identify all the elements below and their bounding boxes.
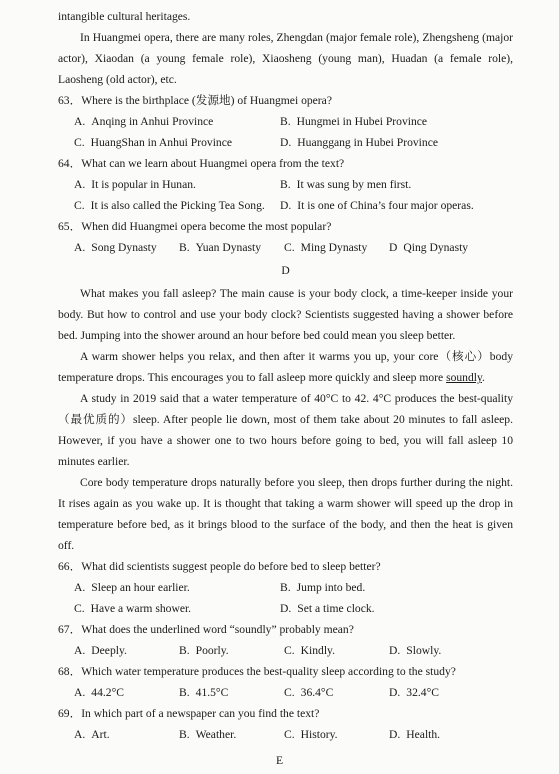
answer-option[interactable] — [389, 724, 479, 745]
answer-option[interactable] — [74, 195, 280, 216]
answer-option[interactable] — [74, 174, 280, 195]
option-letter: A. — [74, 686, 86, 699]
answer-option[interactable] — [74, 237, 179, 258]
answer-option[interactable] — [389, 237, 479, 258]
answer-option[interactable] — [389, 640, 479, 661]
option-text: It is also called the Picking Tea Song. — [90, 199, 265, 212]
question-stem: 68．Which water temperature produces the best-quality sleep according to the study? — [58, 665, 456, 678]
answer-option[interactable] — [280, 195, 486, 216]
p2-text-a: A warm shower helps you relax, and then after it warms you up, your core（核心）body temperature drops. This encourages you to fall asleep more quickly and sleep more — [58, 350, 513, 384]
answer-option[interactable] — [280, 174, 486, 195]
answer-option[interactable] — [284, 640, 389, 661]
option-text: Huanggang in Hubei Province — [297, 136, 438, 149]
option-letter: D. — [389, 686, 401, 699]
option-text: Art. — [91, 728, 110, 741]
option-text: Kindly. — [300, 644, 335, 657]
option-letter: A. — [74, 728, 86, 741]
option-text: Sleep an hour earlier. — [91, 581, 190, 594]
option-text: Set a time clock. — [297, 602, 375, 615]
answer-option[interactable] — [179, 724, 284, 745]
footer-section-letter: E — [275, 754, 284, 767]
question-stem: 65．When did Huangmei opera become the most popular? — [58, 220, 332, 233]
option-list — [74, 237, 513, 258]
passage-d-paragraph-2 — [58, 346, 513, 388]
option-letter: D. — [280, 602, 292, 615]
option-letter: D. — [389, 644, 401, 657]
option-letter: B. — [179, 241, 190, 254]
option-letter: C. — [284, 241, 295, 254]
p2-text-b: . — [482, 371, 485, 384]
option-letter: B. — [179, 644, 190, 657]
question-stem: 64．What can we learn about Huangmei opera from the text? — [58, 157, 345, 170]
option-list — [74, 174, 513, 216]
option-text: Anqing in Anhui Province — [91, 115, 214, 128]
passage-d-paragraph-4: Core body temperature drops naturally before you sleep, then drops further during the night. It rises again as you wake up. It is thought that taking a warm shower will speed up the drop in temperature before bed, as it brings blood to the surface of the body, and then the heat is given off. — [58, 476, 513, 552]
question-stem: 66．What did scientists suggest people do before bed to sleep better? — [58, 560, 381, 573]
answer-option[interactable] — [280, 598, 486, 619]
option-letter: A. — [74, 581, 86, 594]
option-letter: C. — [284, 644, 295, 657]
option-list — [74, 682, 513, 703]
option-text: Yuan Dynasty — [195, 241, 262, 254]
answer-option[interactable] — [284, 682, 389, 703]
passage-d-paragraph-3: A study in 2019 said that a water temperature of 40°C to 42. 4°C produces the best-quality（最优质的）sleep. After people lie down, most of them take about 20 minutes to fall asleep. However, if you have a shower one to two hours before going to bed, you will fall asleep 10 minutes earlier. — [58, 392, 513, 468]
answer-option[interactable] — [280, 132, 486, 153]
answer-option[interactable] — [74, 132, 280, 153]
answer-option[interactable] — [74, 640, 179, 661]
intro-tail: intangible cultural heritages. — [58, 10, 191, 23]
option-text: Deeply. — [91, 644, 127, 657]
option-text: It is one of China’s four major operas. — [297, 199, 474, 212]
answer-option[interactable] — [179, 640, 284, 661]
option-text: Health. — [406, 728, 441, 741]
question-stem: 69．In which part of a newspaper can you find the text? — [58, 707, 320, 720]
option-letter: A. — [74, 241, 86, 254]
option-text: Jump into bed. — [296, 581, 366, 594]
option-text: Song Dynasty — [91, 241, 157, 254]
answer-option[interactable] — [74, 598, 280, 619]
option-letter: D. — [389, 728, 401, 741]
answer-option[interactable] — [280, 111, 486, 132]
option-text: 44.2°C — [91, 686, 124, 699]
option-text: 32.4°C — [406, 686, 439, 699]
answer-option[interactable] — [389, 682, 479, 703]
option-letter: A. — [74, 115, 86, 128]
option-text: Hungmei in Hubei Province — [296, 115, 428, 128]
option-text: It is popular in Hunan. — [91, 178, 196, 191]
option-text: 41.5°C — [195, 686, 229, 699]
option-letter: D. — [280, 199, 292, 212]
option-letter: D — [389, 241, 398, 254]
question-stem: 67．What does the underlined word “soundly” probably mean? — [58, 623, 354, 636]
answer-option[interactable] — [179, 682, 284, 703]
option-letter: D. — [280, 136, 292, 149]
option-list — [74, 111, 513, 153]
option-list — [74, 724, 513, 745]
option-letter: A. — [74, 644, 86, 657]
answer-option[interactable] — [284, 724, 389, 745]
option-text: Ming Dynasty — [300, 241, 368, 254]
option-letter: B. — [280, 178, 291, 191]
option-text: HuangShan in Anhui Province — [90, 136, 233, 149]
option-letter: C. — [284, 686, 295, 699]
roles-paragraph: In Huangmei opera, there are many roles, Zhengdan (major female role), Zhengsheng (major actor), Xiaodan (a young female role), Xiaosheng (young man), Huadan (a female role), Laosheng (old actor), etc. — [58, 31, 513, 86]
answer-option[interactable] — [179, 237, 284, 258]
answer-option[interactable] — [284, 237, 389, 258]
questions-c — [58, 90, 513, 258]
option-letter: A. — [74, 178, 86, 191]
option-text: Slowly. — [406, 644, 442, 657]
option-text: Weather. — [195, 728, 237, 741]
option-text: 36.4°C — [300, 686, 334, 699]
option-list — [74, 577, 513, 619]
underlined-word: soundly — [446, 371, 483, 384]
answer-option[interactable] — [74, 111, 280, 132]
option-text: It was sung by men first. — [296, 178, 412, 191]
option-letter: B. — [179, 728, 190, 741]
option-letter: C. — [74, 136, 85, 149]
option-letter: C. — [74, 602, 85, 615]
option-text: Qing Dynasty — [403, 241, 469, 254]
option-list — [74, 640, 513, 661]
option-text: History. — [300, 728, 338, 741]
question-stem: 63．Where is the birthplace (发源地) of Huangmei opera? — [58, 94, 332, 107]
option-text: Have a warm shower. — [90, 602, 192, 615]
option-letter: B. — [280, 581, 291, 594]
passage-d-paragraph-1: What makes you fall asleep? The main cause is your body clock, a time-keeper inside your body. But how to control and use your body clock? Scientists suggested having a shower before bed. Jumping into the shower around an hour before bed could mean you sleep better. — [58, 287, 513, 342]
answer-option[interactable] — [74, 724, 179, 745]
option-letter: C. — [284, 728, 295, 741]
answer-option[interactable] — [280, 577, 486, 598]
answer-option[interactable] — [74, 577, 280, 598]
questions-d — [58, 556, 513, 745]
option-letter: B. — [179, 686, 190, 699]
option-text: Poorly. — [195, 644, 229, 657]
section-heading-d: D — [281, 264, 290, 277]
answer-option[interactable] — [74, 682, 179, 703]
option-letter: C. — [74, 199, 85, 212]
option-letter: B. — [280, 115, 291, 128]
